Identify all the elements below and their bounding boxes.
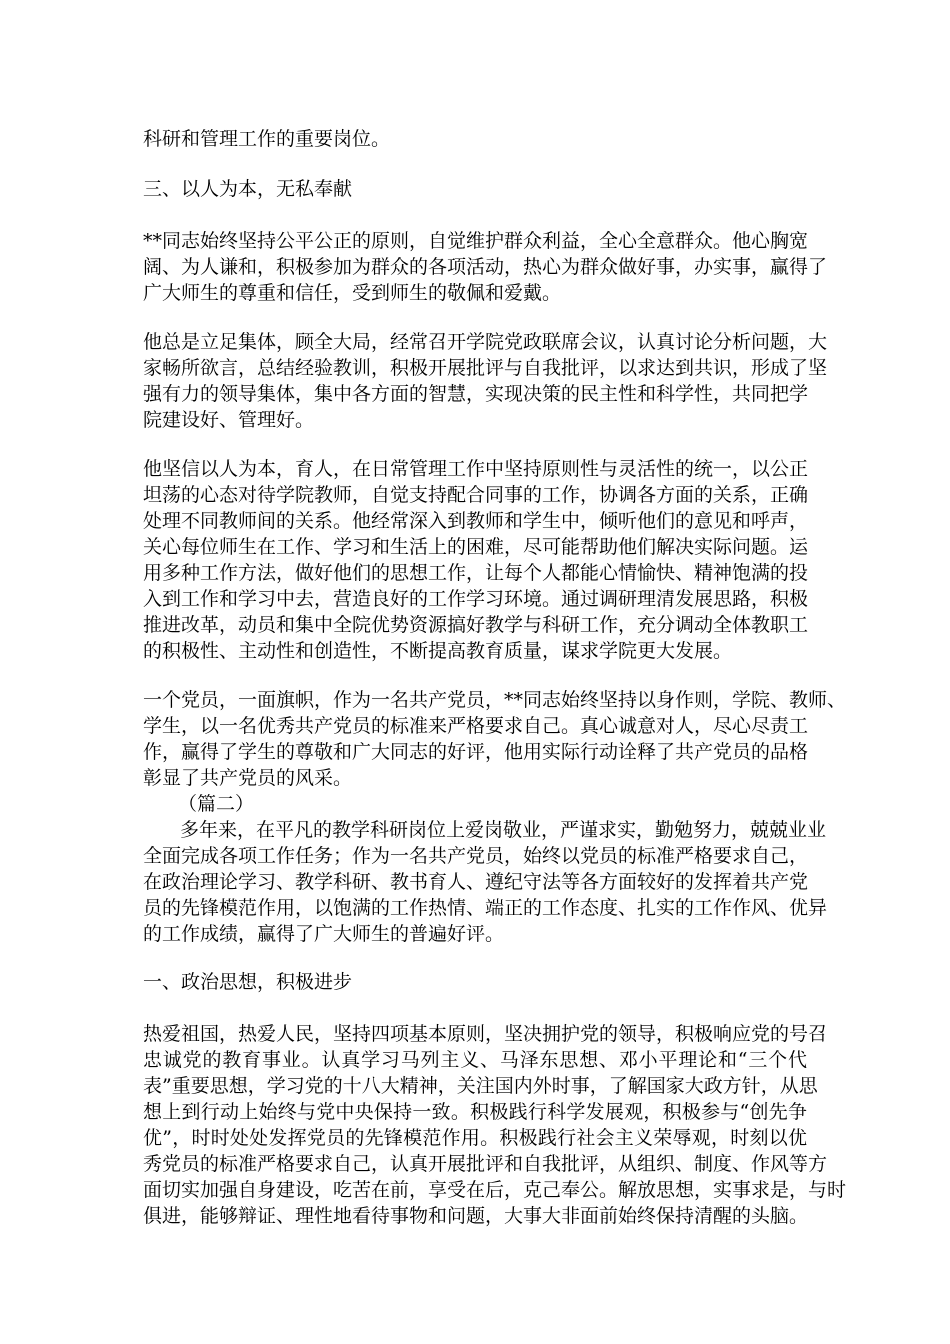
text-line: 俱进，能够辩证、理性地看待事物和问题，大事大非面前始终保持清醒的头脑。 [143,1205,809,1227]
text-line: 推进改革，动员和集中全院优势资源搞好教学与科研工作，充分调动全体教职工 [143,614,809,636]
text-line: 学生，以一名优秀共产党员的标准来严格要求自己。真心诚意对人，尽心尽责工 [143,715,809,737]
text-line: 热爱祖国，热爱人民，坚持四项基本原则，坚决拥护党的领导，积极响应党的号召 [143,1023,828,1045]
text-line: 阔、为人谦和，积极参加为群众的各项活动，热心为群众做好事，办实事，赢得了 [143,256,828,278]
text-line: 作，赢得了学生的尊敬和广大同志的好评，他用实际行动诠释了共产党员的品格 [143,741,809,763]
text-line: 用多种工作方法，做好他们的思想工作，让每个人都能心情愉快、精神饱满的投 [143,562,809,584]
text-line: 忠诚党的教育事业。认真学习马列主义、马泽东思想、邓小平理论和“三个代 [143,1049,807,1071]
text-line: 坦荡的心态对待学院教师，自觉支持配合同事的工作，协调各方面的关系，正确 [143,484,809,506]
text-line: 彰显了共产党员的风采。 [143,767,353,789]
text-line: 想上到行动上始终与党中央保持一致。积极践行科学发展观，积极参与“创先争 [143,1101,807,1123]
text-line: 强有力的领导集体，集中各方面的智慧，实现决策的民主性和科学性，共同把学 [143,383,809,405]
text-line: 入到工作和学习中去，营造良好的工作学习环境。通过调研理清发展思路，积极 [143,588,809,610]
text-line: 家畅所欲言，总结经验教训，积极开展批评与自我批评，以求达到共识，形成了坚 [143,357,828,379]
text-line: 处理不同教师间的关系。他经常深入到教师和学生中，倾听他们的意见和呼声， [143,510,809,532]
text-line: 优”，时时处处发挥党员的先锋模范作用。积极践行社会主义荣辱观，时刻以优 [143,1127,807,1149]
text-line: 面切实加强自身建设，吃苦在前，享受在后，克己奉公。解放思想，实事求是，与时 [143,1179,847,1201]
text-line: 在政治理论学习、教学科研、教书育人、遵纪守法等各方面较好的发挥着共产党 [143,871,809,893]
text-line: 关心每位师生在工作、学习和生活上的困难，尽可能帮助他们解决实际问题。运 [143,536,809,558]
text-line: 科研和管理工作的重要岗位。 [143,128,391,150]
text-line: 他坚信以人为本，育人，在日常管理工作中坚持原则性与灵活性的统一，以公正 [143,458,809,480]
text-line: **同志始终坚持公平公正的原则，自觉维护群众利益，全心全意群众。他心胸宽 [143,230,809,252]
section-heading: 一、政治思想，积极进步 [143,971,353,993]
text-line: 秀党员的标准严格要求自己，认真开展批评和自我批评，从组织、制度、作风等方 [143,1153,828,1175]
text-line: 一个党员，一面旗帜，作为一名共产党员，**同志始终坚持以身作则，学院、教师、 [143,689,847,711]
text-line: 他总是立足集体，顾全大局，经常召开学院党政联席会议，认真讨论分析问题，大 [143,331,828,353]
text-line: 的积极性、主动性和创造性，不断提高教育质量，谋求学院更大发展。 [143,640,733,662]
text-line: 广大师生的尊重和信任，受到师生的敬佩和爱戴。 [143,282,562,304]
section-heading: 三、以人为本，无私奉献 [143,178,353,200]
text-line: 的工作成绩，赢得了广大师生的普遍好评。 [143,923,505,945]
text-line: 表”重要思想，学习党的十八大精神，关注国内外时事，了解国家大政方针，从思 [143,1075,818,1097]
text-line: 多年来，在平凡的教学科研岗位上爱岗敬业，严谨求实，勤勉努力，兢兢业业 [180,819,827,841]
text-line: 员的先锋模范作用，以饱满的工作热情、端正的工作态度、扎实的工作作风、优异 [143,897,828,919]
part-label: （篇二） [178,793,255,815]
text-line: 全面完成各项工作任务；作为一名共产党员，始终以党员的标准严格要求自己， [143,845,809,867]
text-line: 院建设好、管理好。 [143,409,315,431]
